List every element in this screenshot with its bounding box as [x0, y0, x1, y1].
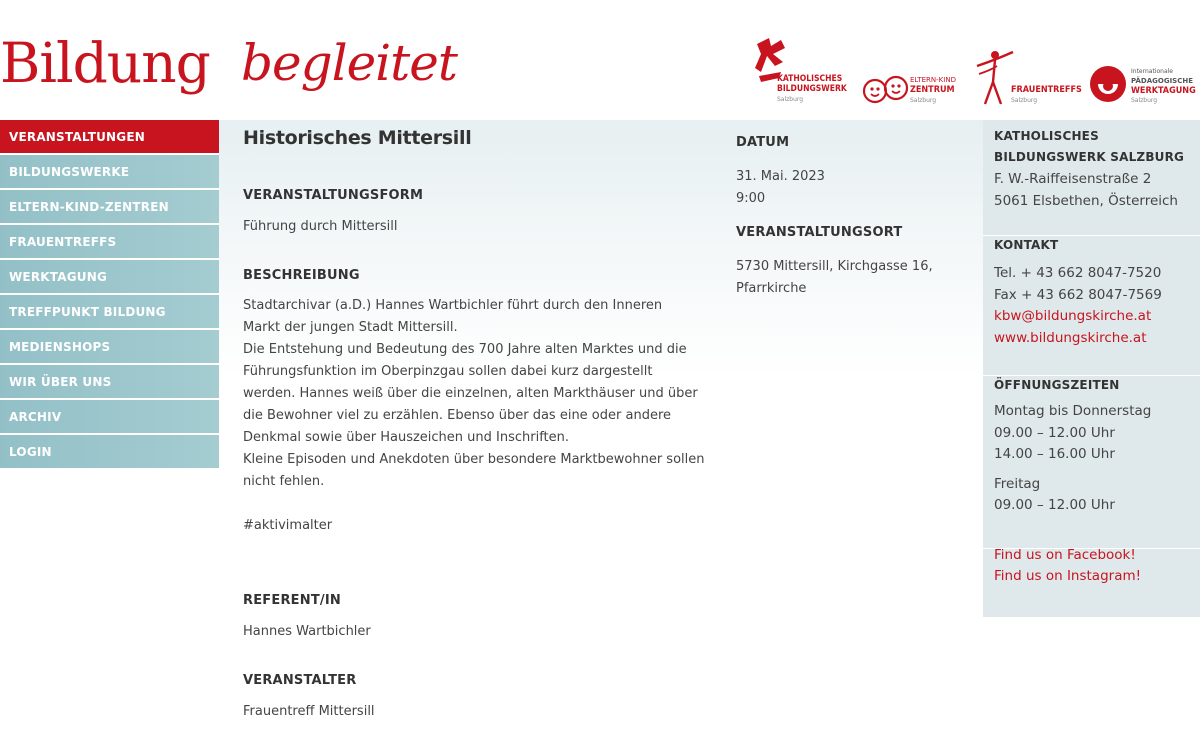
brand-logo-begleitet[interactable]: begleitet — [241, 34, 457, 92]
hours-time-2: 09.00 – 12.00 Uhr — [994, 497, 1115, 513]
description-heading: BESCHREIBUNG — [243, 268, 360, 283]
werktagung-label-2: PÄDAGOGISCHE — [1131, 77, 1193, 85]
instagram-link[interactable]: Find us on Instagram! — [994, 568, 1142, 584]
contact-phone: Tel. + 43 662 8047-7520 — [994, 265, 1162, 281]
ekiz-sub: Salzburg — [910, 97, 937, 104]
description-line: Die Entstehung und Bedeutung des 700 Jahre alten Marktes und die — [243, 342, 687, 357]
kbw-label-1: KATHOLISCHES — [777, 74, 843, 84]
partner-logo-ekiz[interactable] — [862, 34, 967, 114]
nav-item-frauentreffs[interactable]: FRAUENTREFFS — [0, 225, 219, 258]
contact-fax: Fax + 43 662 8047-7569 — [994, 286, 1162, 303]
description-line: Denkmal sowie über Hauszeichen und Inschriften. — [243, 430, 570, 445]
date-heading: DATUM — [736, 135, 790, 150]
brand-logo-bildung[interactable]: Bildung — [0, 31, 210, 95]
werktagung-circle-icon — [1088, 64, 1128, 104]
org-address-1: F. W.-Raiffeisenstraße 2 — [994, 171, 1152, 187]
facebook-link[interactable]: Find us on Facebook! — [994, 546, 1136, 563]
panel-divider — [983, 548, 1200, 549]
werktagung-label-1: Internationale — [1131, 68, 1173, 75]
organizer-heading: VERANSTALTER — [243, 673, 357, 688]
page-title: Historisches Mittersill — [243, 127, 472, 149]
org-address-2: 5061 Elsbethen, Österreich — [994, 192, 1178, 209]
site-header — [0, 0, 1200, 120]
description-line: Führungsfunktion im Oberpinzgau sollen dabei kurz dargestellt — [243, 364, 653, 379]
opening-hours-heading: ÖFFNUNGSZEITEN — [994, 378, 1120, 392]
description-line: Kleine Episoden und Anekdoten über besondere Marktbewohner sollen — [243, 452, 705, 467]
venue-line-1: 5730 Mittersill, Kirchgasse 16, — [736, 259, 933, 274]
ekiz-label-1: ELTERN-KIND — [910, 76, 956, 84]
hours-time-1a: 09.00 – 12.00 Uhr — [994, 424, 1115, 441]
frauentreffs-figure-icon — [975, 48, 1015, 106]
hours-days-1: Montag bis Donnerstag — [994, 403, 1152, 419]
werktagung-sub: Salzburg — [1131, 97, 1158, 104]
contact-heading: KONTAKT — [994, 238, 1059, 252]
partner-logo-werktagung[interactable] — [1088, 34, 1200, 114]
ekiz-faces-icon — [862, 74, 912, 110]
description-line: Markt der jungen Stadt Mittersill. — [243, 320, 458, 335]
nav-item-veranstaltungen[interactable]: VERANSTALTUNGEN — [0, 120, 219, 153]
venue-heading: VERANSTALTUNGSORT — [736, 225, 903, 240]
werktagung-label-3: WERKTAGUNG — [1131, 86, 1196, 96]
hours-days-2: Freitag — [994, 475, 1041, 492]
hashtag: #aktivimalter — [243, 518, 333, 533]
description-line: nicht fehlen. — [243, 474, 325, 489]
frauentreffs-sub: Salzburg — [1011, 97, 1038, 104]
partner-logo-frauentreffs[interactable] — [975, 34, 1080, 114]
hours-time-1b: 14.00 – 16.00 Uhr — [994, 446, 1115, 462]
contact-website-link[interactable]: www.bildungskirche.at — [994, 329, 1147, 346]
event-meta — [736, 134, 966, 300]
venue-line-2: Pfarrkirche — [736, 281, 807, 296]
description-body — [243, 295, 713, 493]
nav-item-wir-ueber-uns[interactable]: WIR ÜBER UNS — [0, 365, 219, 398]
organizer-value: Frauentreff Mittersill — [243, 704, 375, 719]
partner-logo-kbw[interactable] — [751, 34, 851, 114]
nav-item-treffpunkt-bildung[interactable]: TREFFPUNKT BILDUNG — [0, 295, 219, 328]
nav-item-login[interactable]: LOGIN — [0, 435, 219, 468]
nav-item-bildungswerke[interactable]: BILDUNGSWERKE — [0, 155, 219, 188]
panel-divider — [983, 235, 1200, 236]
ekiz-label-2: ZENTRUM — [910, 85, 955, 95]
main-navigation — [0, 120, 219, 470]
speaker-heading: REFERENT/IN — [243, 593, 341, 608]
nav-item-werktagung[interactable]: WERKTAGUNG — [0, 260, 219, 293]
event-detail — [243, 126, 713, 723]
contact-email-link[interactable]: kbw@bildungskirche.at — [994, 308, 1152, 324]
description-line: Stadtarchivar (a.D.) Hannes Wartbichler führt durch den Inneren — [243, 298, 663, 313]
description-line: die Bewohner viel zu erzählen. Ebenso über das eine oder andere — [243, 408, 672, 423]
nav-item-eltern-kind-zentren[interactable]: ELTERN-KIND-ZENTREN — [0, 190, 219, 223]
description-line: werden. Hannes weiß über die einzelnen, alten Markthäuser und über — [243, 386, 698, 401]
speaker-value: Hannes Wartbichler — [243, 624, 371, 639]
panel-divider — [983, 375, 1200, 376]
org-name-line-2: BILDUNGSWERK SALZBURG — [994, 150, 1185, 164]
contact-panel — [983, 120, 1200, 617]
frauentreffs-label: FRAUENTREFFS — [1011, 85, 1082, 95]
event-form-heading: VERANSTALTUNGSFORM — [243, 188, 424, 203]
nav-item-archiv[interactable]: ARCHIV — [0, 400, 219, 433]
kbw-label-2: BILDUNGSWERK — [777, 84, 847, 94]
org-name-line-1: KATHOLISCHES — [994, 129, 1099, 143]
kbw-sub: Salzburg — [777, 96, 804, 103]
event-time: 9:00 — [736, 191, 766, 206]
nav-item-medienshops[interactable]: MEDIENSHOPS — [0, 330, 219, 363]
event-form-value: Führung durch Mittersill — [243, 219, 398, 234]
event-date: 31. Mai. 2023 — [736, 169, 825, 184]
